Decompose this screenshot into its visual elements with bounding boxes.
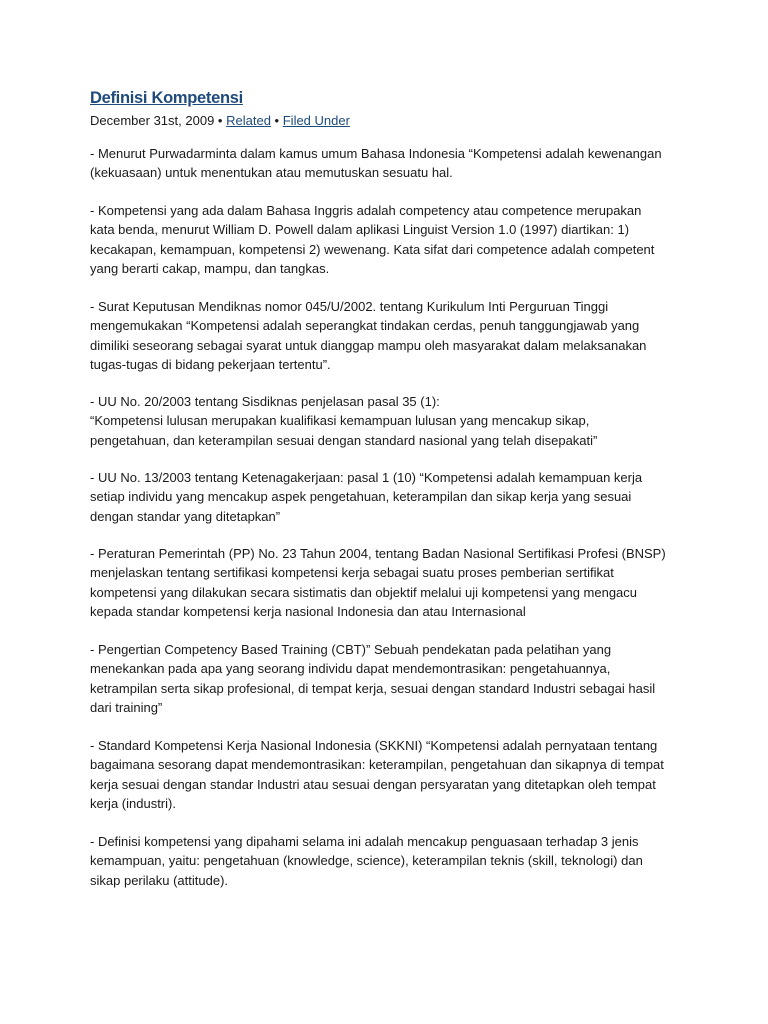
paragraph [90, 832, 643, 890]
paragraph-line: - UU No. 20/2003 tentang Sisdiknas penjelasan pasal 35 (1): [90, 394, 440, 409]
filed-under-link[interactable]: Filed Under [282, 113, 350, 128]
post-date: December 31st, 2009 [90, 113, 215, 128]
paragraph-line: kerja sesuai dengan standar Industri atau sesuai dengan persyaratan yang ditetapkan oleh tempat [90, 776, 656, 792]
related-link[interactable]: Related [226, 113, 271, 128]
paragraph-line: dengan standar yang ditetapkan” [90, 508, 281, 524]
paragraph-line: dari training” [90, 700, 163, 716]
paragraph [90, 640, 655, 718]
paragraph-line: sikap perilaku (attitude). [90, 872, 229, 888]
paragraph-line: tugas-tugas di bidang pekerjaan tertentu”. [90, 357, 331, 373]
paragraph-line: kompetensi yang dilakukan secara sistimatis dan objektif melalui uji kompetensi yang mengacu [90, 584, 638, 600]
meta-separator: • [274, 113, 280, 128]
paragraph-line: kecakapan, kemampuan, kompetensi 2) wewenang. Kata sifat dari competence adalah competent [90, 241, 655, 257]
paragraph-line: menjelaskan tentang sertifikasi kompetensi kerja sebagai suatu proses pemberian sertifikat [90, 565, 614, 581]
paragraph-line: - Peraturan Pemerintah (PP) No. 23 Tahun 2004, tentang Badan Nasional Sertifikasi Profesi (BNSP) [90, 546, 666, 561]
paragraph-line: - Standard Kompetensi Kerja Nasional Indonesia (SKKNI) “Kompetensi adalah pernyataan tentang [90, 738, 658, 753]
paragraph [90, 144, 662, 183]
paragraph-line: bagaimana sesorang dapat mendemontrasikan: keterampilan, pengetahuan dan sikapnya di tempat [90, 757, 664, 773]
paragraph-line: - Menurut Purwadarminta dalam kamus umum Bahasa Indonesia “Kompetensi adalah kewenangan [90, 146, 662, 161]
paragraph [90, 392, 597, 450]
paragraph [90, 201, 654, 279]
paragraph [90, 544, 666, 622]
paragraph-line: - UU No. 13/2003 tentang Ketenagakerjaan: pasal 1 (10) “Kompetensi adalah kemampuan kerja [90, 470, 643, 485]
paragraph [90, 736, 664, 814]
paragraph [90, 468, 642, 526]
paragraph-line: dimiliki seseorang sebagai syarat untuk dianggap mampu oleh masyarakat dalam melaksanakan [90, 337, 647, 353]
paragraph-line: - Definisi kompetensi yang dipahami selama ini adalah mencakup penguasaan terhadap 3 jenis [90, 834, 639, 849]
paragraph-line: kata benda, menurut William D. Powell dalam aplikasi Linguist Version 1.0 (1997) diartikan: 1) [90, 222, 630, 238]
document-page [90, 86, 680, 888]
paragraph-line: kemampuan, yaitu: pengetahuan (knowledge, science), keterampilan teknis (skill, teknologi) dan [90, 853, 643, 869]
paragraph-line: “Kompetensi lulusan merupakan kualifikasi kemampuan lulusan yang mencakup sikap, [90, 413, 590, 429]
post-meta [90, 112, 680, 130]
meta-separator: • [217, 113, 223, 128]
paragraph-line: ketrampilan serta sikap profesional, di tempat kerja, sesuai dengan standard Industri sebagai hasil [90, 680, 656, 696]
paragraph-line: kerja (industri). [90, 796, 176, 812]
paragraph-line: pengetahuan, dan keterampilan sesuai dengan standard nasional yang telah disepakati” [90, 432, 598, 448]
paragraph-line: setiap individu yang mencakup aspek pengetahuan, keterampilan dan sikap kerja yang sesuai [90, 489, 632, 505]
paragraph-line: kepada standar kompetensi kerja nasional Indonesia dan atau Internasional [90, 604, 526, 620]
paragraph-line: - Pengertian Competency Based Training (CBT)” Sebuah pendekatan pada pelatihan yang [90, 642, 612, 657]
paragraph-line: mengemukakan “Kompetensi adalah seperangkat tindakan cerdas, penuh tanggungjawab yang [90, 318, 640, 334]
paragraph [90, 297, 646, 375]
post-title[interactable]: Definisi Kompetensi [90, 89, 243, 107]
paragraph-line: menekankan pada apa yang seorang individu dapat mendemontrasikan: pengetahuannya, [90, 661, 611, 677]
paragraph-line: yang berarti cakap, mampu, dan tangkas. [90, 261, 330, 277]
paragraph-line: - Kompetensi yang ada dalam Bahasa Inggris adalah competency atau competence merupakan [90, 203, 642, 218]
paragraph-line: - Surat Keputusan Mendiknas nomor 045/U/2002. tentang Kurikulum Inti Perguruan Tinggi [90, 299, 609, 314]
paragraph-line: (kekuasaan) untuk menentukan atau memutuskan sesuatu hal. [90, 165, 453, 181]
